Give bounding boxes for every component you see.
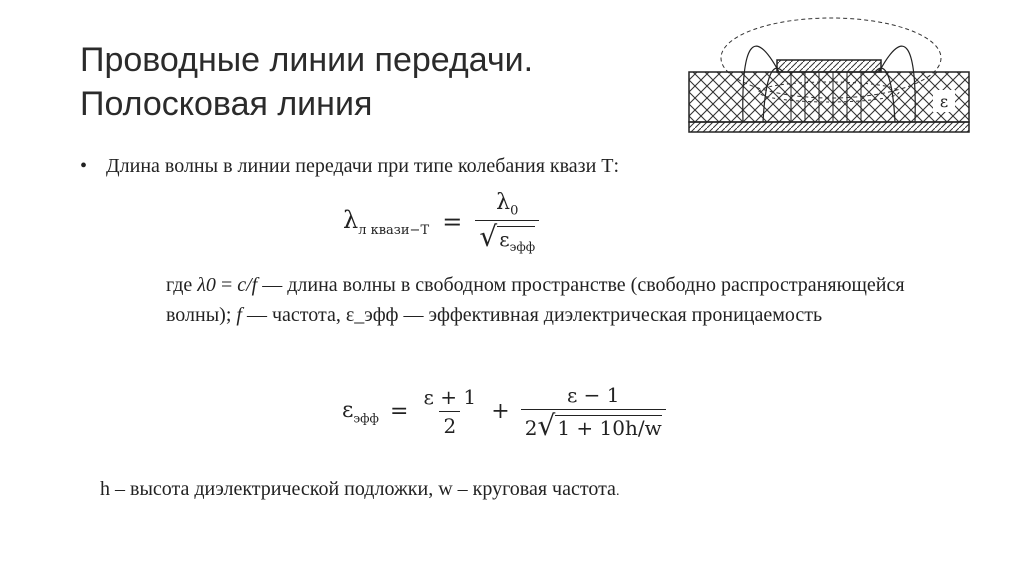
- formula2-lhs-subscript: эфф: [353, 411, 379, 426]
- formula-wavelength: [343, 190, 539, 254]
- formula1-numerator: [492, 190, 522, 220]
- formula1-fraction: [475, 190, 539, 254]
- para-c-over-f: c/f: [237, 274, 258, 296]
- formula1-lhs: [343, 206, 430, 239]
- note-line: [100, 478, 619, 501]
- stripline-diagram: [683, 14, 973, 138]
- formula1-lhs-symbol: λ: [343, 206, 359, 235]
- para-f: f: [236, 304, 242, 326]
- strip-conductor: [777, 60, 881, 72]
- formula1-denominator-symbol: ε: [499, 227, 510, 252]
- formula1-numerator-sub: 0: [510, 203, 519, 219]
- bullet-item: [80, 155, 619, 178]
- formula2-plus: +: [491, 399, 510, 424]
- slide-title-line2: Полосковая линия: [80, 85, 373, 123]
- para-text-2: =: [215, 274, 238, 296]
- formula2-frac2-den-sqrt: 1 + 10h/w: [557, 416, 662, 440]
- formula2-frac2-den-prefix: 2: [524, 416, 538, 440]
- para-text-1: где: [166, 274, 198, 296]
- para-text-4: — частота, ε_эфф — эффективная диэлектрическая проницаемость: [241, 304, 823, 326]
- slide-title-line1: Проводные линии передачи.: [80, 41, 534, 79]
- note-period: .: [615, 484, 620, 499]
- note-text: h – высота диэлектрической подложки, w – круговая частота: [100, 478, 616, 500]
- formula1-equals: =: [442, 208, 463, 237]
- formula2-frac2-den: 2√ 1 + 10h/w: [521, 409, 666, 440]
- para-text-3: — длина волны в свободном пространстве (свободно распространяющейся волны);: [166, 274, 905, 326]
- para-lambda0: λ0: [197, 274, 216, 296]
- formula1-denominator-sub: эфф: [509, 240, 536, 255]
- formula2-lhs: [342, 397, 379, 426]
- formula1-denominator: √ $\varepsilon_{эфф}$: [475, 220, 539, 254]
- formula-epsilon-eff: [342, 383, 666, 440]
- formula2-frac2-num: ε − 1: [566, 383, 620, 407]
- bullet-marker: •: [80, 155, 88, 177]
- formula2-frac1-den: 2: [439, 411, 460, 438]
- slide-title: [80, 38, 533, 126]
- formula1-numerator-symbol: λ: [496, 190, 511, 215]
- formula2-fraction1: [420, 385, 481, 438]
- epsilon-label: ε: [939, 92, 949, 111]
- formula2-frac1-num: ε + 1: [423, 385, 477, 409]
- definition-paragraph: [166, 270, 906, 330]
- formula2-lhs-symbol: ε: [342, 397, 354, 423]
- formula2-equals: =: [390, 399, 409, 424]
- formula1-lhs-subscript: л квази−Т: [358, 223, 430, 239]
- ground-plane: [689, 122, 969, 132]
- formula2-fraction2: [521, 383, 666, 440]
- dielectric-substrate: [689, 72, 969, 122]
- bullet-text: Длина волны в линии передачи при типе колебания квази Т:: [106, 155, 620, 177]
